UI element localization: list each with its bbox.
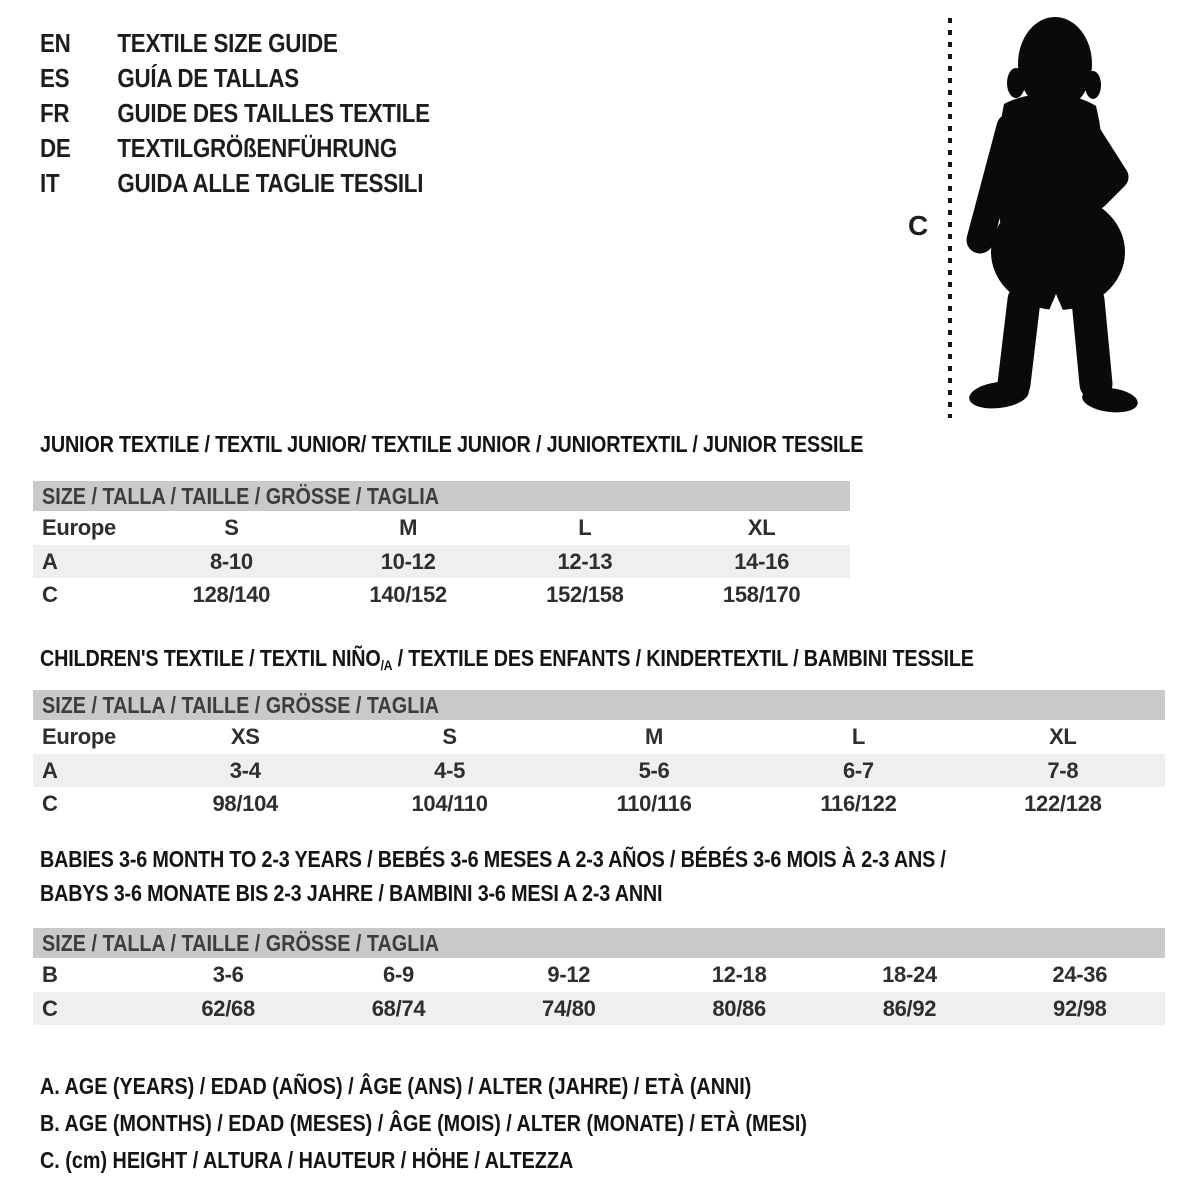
row-label: C xyxy=(42,995,58,1021)
language-title: GUÍA DE TALLAS xyxy=(117,63,299,93)
babies-size-table xyxy=(33,928,1165,1025)
cell: 5-6 xyxy=(638,757,670,783)
babies-title-text-line2: BABYS 3-6 MONATE BIS 2-3 JAHRE / BAMBINI 3-6 MESI A 2-3 ANNI xyxy=(40,880,663,906)
column-header: Europe xyxy=(42,515,116,540)
cell: 6-9 xyxy=(383,962,414,987)
cell: 68/74 xyxy=(371,995,426,1021)
column-header: S xyxy=(442,724,457,749)
column-header: L xyxy=(851,724,865,749)
footnote-b xyxy=(40,1110,932,1137)
table-row xyxy=(33,545,850,578)
language-code: FR xyxy=(40,98,70,128)
title-prefix: CHILDREN'S TEXTILE / TEXTIL NIÑO xyxy=(40,645,381,671)
language-row-it xyxy=(40,166,430,201)
cell: 62/68 xyxy=(201,995,255,1021)
language-code: IT xyxy=(40,168,60,198)
column-header: Europe xyxy=(42,724,116,749)
footnote-c xyxy=(40,1147,660,1174)
junior-size-table xyxy=(33,481,850,612)
children-section-title-text xyxy=(40,645,974,673)
cell: 104/110 xyxy=(411,790,488,816)
height-measure-dashed-line xyxy=(948,18,952,418)
footnote-c-text: C. (cm) HEIGHT / ALTURA / HAUTEUR / HÖHE / ALTEZZA xyxy=(40,1147,574,1173)
junior-section-title-text: JUNIOR TEXTILE / TEXTIL JUNIOR/ TEXTILE JUNIOR / JUNIORTEXTIL / JUNIOR TESSILE xyxy=(40,431,864,457)
language-title: TEXTILE SIZE GUIDE xyxy=(117,28,338,58)
language-row-de xyxy=(40,131,430,166)
size-header-bar-label: SIZE / TALLA / TAILLE / GRÖSSE / TAGLIA xyxy=(42,483,440,509)
cell: 128/140 xyxy=(192,582,271,607)
table-row xyxy=(33,578,850,612)
babies-title-text-line1: BABIES 3-6 MONTH TO 2-3 YEARS / BEBÉS 3-6 MESES A 2-3 AÑOS / BÉBÉS 3-6 MOIS À 2-3 ANS / xyxy=(40,846,946,872)
row-label: C xyxy=(42,582,58,607)
language-title: TEXTILGRÖßENFÜHRUNG xyxy=(117,133,397,163)
column-header: XL xyxy=(747,515,776,540)
column-header: XL xyxy=(1049,724,1077,749)
cell: 98/104 xyxy=(212,790,278,816)
language-code: ES xyxy=(40,63,70,93)
title-suffix: / TEXTILE DES ENFANTS / KINDERTEXTIL / BAMBINI TESSILE xyxy=(392,645,974,671)
row-label: A xyxy=(42,757,58,783)
cell: 9-12 xyxy=(547,962,591,987)
cell: 110/116 xyxy=(616,790,692,816)
cell: 86/92 xyxy=(882,995,937,1021)
cell: 140/152 xyxy=(369,582,447,607)
table-row xyxy=(33,754,1165,787)
column-header: S xyxy=(224,515,239,540)
table-row xyxy=(33,958,1165,992)
row-label: A xyxy=(42,548,58,574)
language-row-es xyxy=(40,61,430,96)
cell: 92/98 xyxy=(1053,995,1107,1021)
title-sub: /A xyxy=(380,657,393,673)
footnote-b-text: B. AGE (MONTHS) / EDAD (MESES) / ÂGE (MOIS) / ALTER (MONATE) / ETÀ (MESI) xyxy=(40,1110,807,1136)
cell: 12-13 xyxy=(557,548,613,574)
cell: 3-6 xyxy=(212,962,244,987)
language-row-en xyxy=(40,26,430,61)
column-header: M xyxy=(399,515,418,540)
cell: 12-18 xyxy=(711,962,767,987)
cell: 158/170 xyxy=(722,582,801,607)
language-code: DE xyxy=(40,133,71,163)
baby-silhouette-icon xyxy=(958,12,1138,418)
column-header: L xyxy=(578,515,592,540)
cell: 18-24 xyxy=(882,962,937,987)
column-header: XS xyxy=(230,724,260,749)
size-header-bar-label: SIZE / TALLA / TAILLE / GRÖSSE / TAGLIA xyxy=(42,692,440,718)
footnote-a xyxy=(40,1073,867,1100)
babies-section-title-line1 xyxy=(40,846,1093,873)
language-list xyxy=(40,26,493,201)
cell: 3-4 xyxy=(229,757,261,783)
babies-section-title-line2 xyxy=(40,880,764,907)
cell: 116/122 xyxy=(820,790,897,816)
size-header-bar xyxy=(33,481,850,511)
cell: 152/158 xyxy=(546,582,624,607)
table-header-row xyxy=(33,720,1165,754)
children-size-table xyxy=(33,690,1165,820)
cell: 4-5 xyxy=(434,757,466,783)
cell: 7-8 xyxy=(1047,757,1079,783)
column-header: M xyxy=(645,724,664,749)
junior-section-title xyxy=(40,431,997,458)
height-measure-label: C xyxy=(908,210,929,241)
language-title: GUIDA ALLE TAGLIE TESSILI xyxy=(117,168,424,198)
row-label: C xyxy=(42,790,58,816)
size-header-bar xyxy=(33,928,1165,958)
footnote-a-text: A. AGE (YEARS) / EDAD (AÑOS) / ÂGE (ANS) / ALTER (JAHRE) / ETÀ (ANNI) xyxy=(40,1073,752,1099)
table-row xyxy=(33,992,1165,1025)
cell: 80/86 xyxy=(712,995,766,1021)
cell: 122/128 xyxy=(1024,790,1102,816)
size-header-bar-label: SIZE / TALLA / TAILLE / GRÖSSE / TAGLIA xyxy=(42,930,440,956)
language-code: EN xyxy=(40,28,71,58)
row-label: B xyxy=(42,962,58,987)
table-row xyxy=(33,787,1165,820)
cell: 6-7 xyxy=(842,757,874,783)
table-header-row xyxy=(33,511,850,545)
cell: 14-16 xyxy=(734,548,790,574)
cell: 24-36 xyxy=(1052,962,1108,987)
cell: 10-12 xyxy=(380,548,436,574)
language-title: GUIDE DES TAILLES TEXTILE xyxy=(117,98,430,128)
size-header-bar xyxy=(33,690,1165,720)
children-section-title xyxy=(40,645,1126,673)
language-row-fr xyxy=(40,96,430,131)
cell: 74/80 xyxy=(542,995,596,1021)
cell: 8-10 xyxy=(209,548,253,574)
